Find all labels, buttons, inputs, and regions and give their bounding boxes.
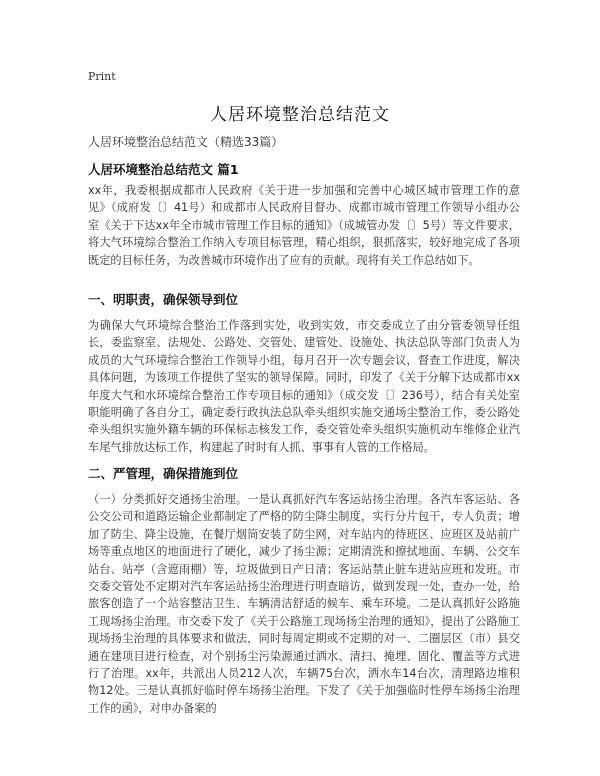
chapter-heading: 人居环境整治总结范文 篇1 bbox=[88, 162, 239, 177]
section2-heading: 二、严管理，确保措施到位 bbox=[88, 466, 239, 481]
section1-heading: 一、明职责，确保领导到位 bbox=[88, 292, 239, 307]
page-subtitle: 人居环境整治总结范文（精选33篇） bbox=[88, 135, 284, 149]
intro-paragraph: xx年，我委根据成都市人民政府《关于进一步加强和完善中心城区城市管理工作的意见》（成府发〔〕41号）和成都市人民政府目督办、成都市城市管理工作领导小组办公室《关于下达xx年全市城市管理工作目标的通知》（成城管办发〔〕5号）等文件要求，将大气环境综合整治工作纳入专项目标管理，精心组织，狠抓落实，较好地完成了各项既定的目标任务，为改善城市环境作出了应有的贡献。现将有关工作总结如下。 bbox=[88, 184, 520, 267]
section2-paragraph: （一）分类抓好交通扬尘治理。一是认真抓好汽车客运站扬尘治理。各汽车客运站、各公交公司和道路运输企业都制定了严格的防尘降尘制度，实行分片包干，专人负责；增加了防尘、降尘设施，在餐厅烟筒安装了防尘网，对车站内的待班区、应班区及站前广场等重点地区的地面进行了硬化，减少了扬尘源；定期清洗和擦拭地面、车辆、公交车站台、站亭（含遮雨棚）等，垃圾做到日产日清；客运站禁止脏车进站应班和发班。市交委交管处不定期对汽车客运站扬尘治理进行明查暗访，做到发现一处，查办一处，给旅客创造了一个站容整洁卫生、车辆清洁舒适的候车、乘车环境。二是认真抓好公路施工现场扬尘治理。市交委下发了《关于公路施工现场扬尘治理的通知》，提出了公路施工现场扬尘治理的具体要求和做法，同时每周定期或不定期的对一、二圈层区（市）县交通在建项目进行检查，对个别扬尘污染源通过洒水、清扫、掩埋、固化、覆盖等方式进行了治理。xx年，共派出人员212人次，车辆75台次，洒水车14台次，清理路边堆积物12处。三是认真抓好临时停车场扬尘治理。下发了《关于加强临时性停车场扬尘治理工作的函》，对申办备案的 bbox=[88, 493, 520, 715]
page-title: 人居环境整治总结范文 bbox=[210, 105, 390, 125]
print-link[interactable]: Print bbox=[88, 70, 116, 83]
section1-paragraph: 为确保大气环境综合整治工作落到实处，收到实效，市交委成立了由分管委领导任组长，委监察室、法规处、公路处、交管处、建管处、设施处、执法总队等部门负责人为成员的大气环境综合整治工作领导小组，每月召开一次专题会议，督查工作进度，解决具体问题，为该项工作提供了坚实的领导保障。同时，印发了《关于分解下达成都市xx年度大气和水环境综合整治工作专项目标的通知》（成交发〔〕236号），结合有关处室职能明确了各自分工，确定委行政执法总队牵头组织实施交通场尘整治工作，委公路处牵头组织实施外籍车辆的环保标志核发工作，委交管处牵头组织实施机动车维修企业汽车尾气排放达标工作，构建起了时时有人抓、事事有人管的工作格局。 bbox=[88, 319, 520, 454]
